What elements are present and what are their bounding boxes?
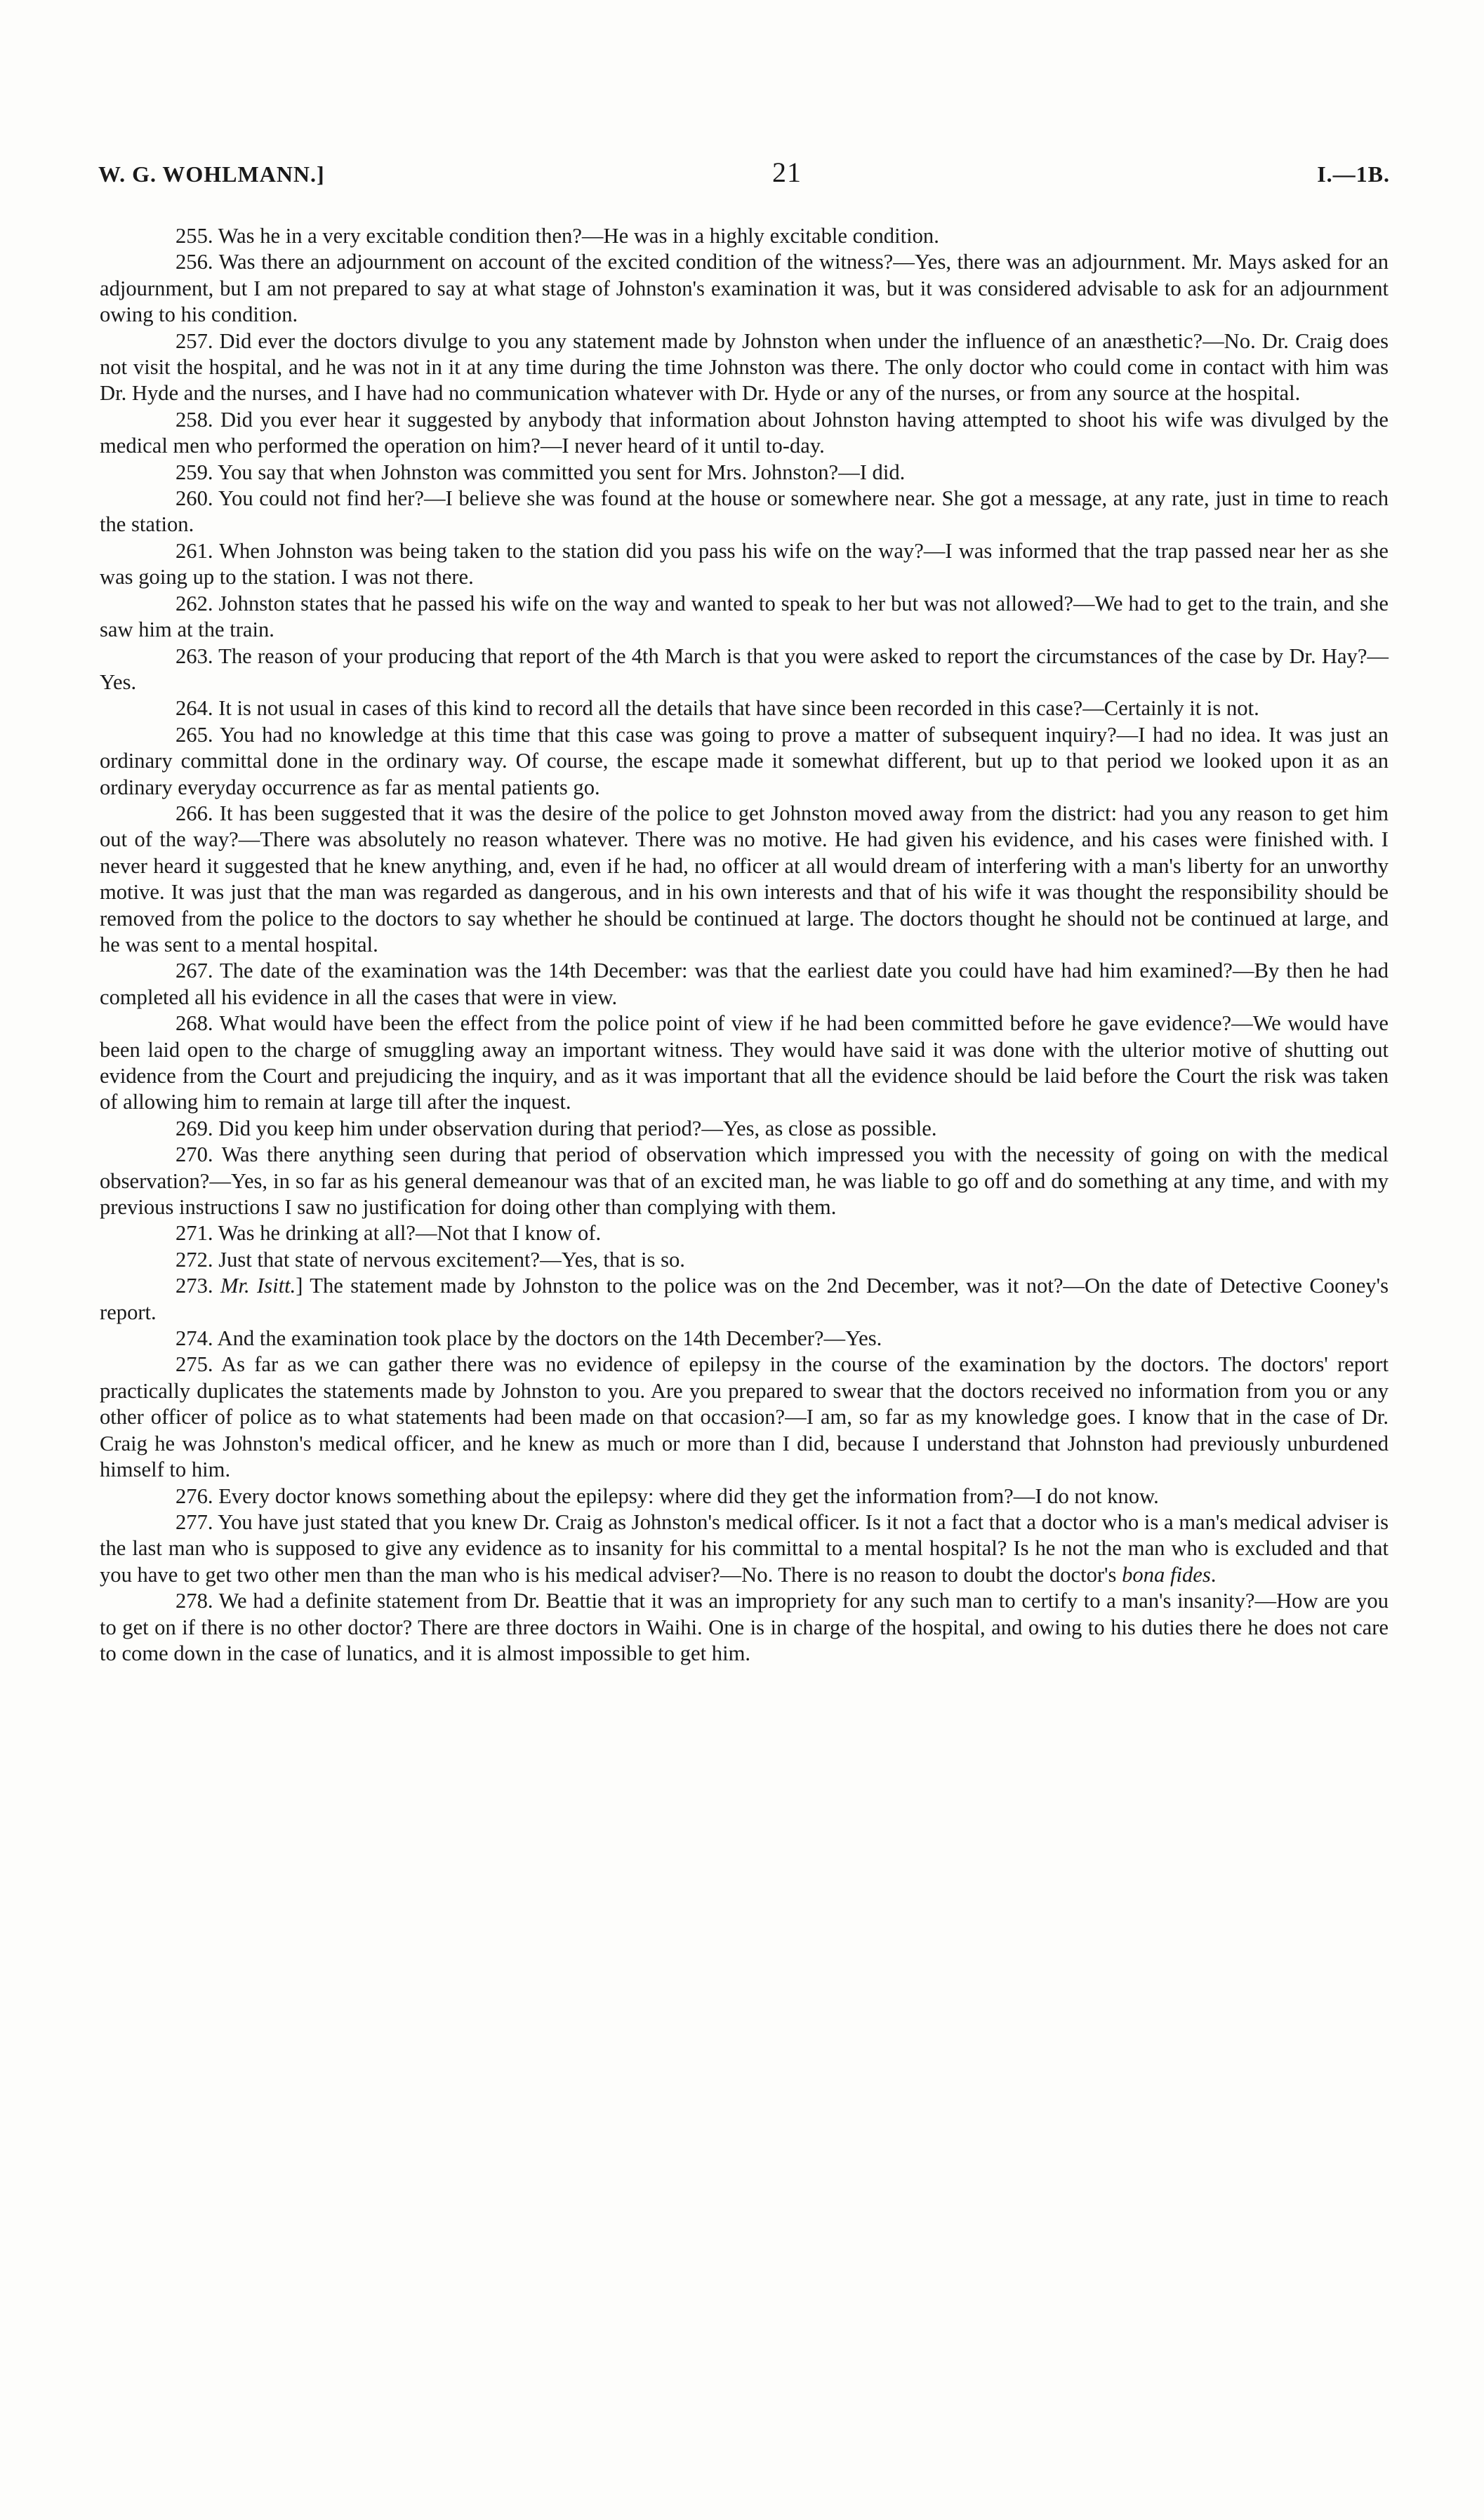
paragraph-258: 258. Did you ever hear it suggested by anybody that information about Johnston having attempted to shoot his wife was divulged by the medical men who performed the operation on him?—I never heard of it until to-day. <box>100 407 1389 458</box>
paragraph-265: 265. You had no knowledge at this time that this case was going to prove a matter of subsequent inquiry?—I had no idea. It was just an ordinary committal done in the ordinary way. Of course, the escape made it somewhat different, but up to that period we looked upon it as an ordinary everyday occurrence as far as mental patients go. <box>100 722 1389 799</box>
paragraph-261: 261. When Johnston was being taken to the station did you pass his wife on the way?—I was informed that the trap passed near her as she was going up to the station. I was not there. <box>100 538 1389 589</box>
paragraph-259: 259. You say that when Johnston was committed you sent for Mrs. Johnston?—I did. <box>175 460 906 484</box>
paragraph-256: 256. Was there an adjournment on account of the excited condition of the witness?—Yes, there was an adjournment. Mr. Mays asked for an adjournment, but I am not prepared to say at what stage of Johnston's examination it was, but it was considered advisable to ask for an adjournment owing to his condition. <box>100 250 1389 327</box>
paragraph-272: 272. Just that state of nervous excitement?—Yes, that is so. <box>175 1247 685 1272</box>
paragraph-257: 257. Did ever the doctors divulge to you any statement made by Johnston when under the influence of an anæsthetic?—No. Dr. Craig does not visit the hospital, and he was not in it at any time during the time Johnston was there. The only doctor who could come in contact with him was Dr. Hyde and the nurses, and I have had no communication whatever with Dr. Hyde or any of the nurses, or from any source at the hospital. <box>100 328 1389 406</box>
header-paper-reference: I.—1B. <box>1317 161 1390 187</box>
paragraph-270: 270. Was there anything seen during that period of observation which impressed you with the necessity of going on with the medical observation?—Yes, in so far as his general demeanour was that of an excited man, he was liable to go off and do something at any time, and with my previous instructions I saw no justification for doing other than complying with them. <box>100 1142 1389 1220</box>
document-body <box>100 223 1389 1667</box>
paragraph-275: 275. As far as we can gather there was no evidence of epilepsy in the course of the examination by the doctors. The doctors' report practically duplicates the statements made by Johnston to you. Are you prepared to swear that the doctors received no information from you or any other officer of police as to what statements had been made on that occasion?—I am, so far as my knowledge goes. I know that in the case of Dr. Craig he was Johnston's medical officer, and he knew as much or more than I did, because I understand that Johnston had previously unburdened himself to him. <box>100 1352 1389 1482</box>
page-number: 21 <box>772 156 802 188</box>
paragraph-277-italic: bona fides <box>1122 1562 1211 1587</box>
paragraph-273-number: 273. <box>175 1274 213 1298</box>
paragraph-273-speaker: Mr. Isitt. <box>220 1274 296 1298</box>
paragraph-277-text: 277. You have just stated that you knew Dr. Craig as Johnston's medical officer. Is it not a fact that a doctor who is a man's medical adviser is the last man who is supposed to give any evidence as to insanity for his committal to a mental hospital? Is he not the man who is excluded and that you have to get two other men than the man who is his medical adviser?—No. There is no reason to doubt the doctor's <box>100 1509 1389 1587</box>
paragraph-273 <box>100 1273 1389 1326</box>
paragraph-277-end: . <box>1210 1562 1217 1587</box>
header-witness-name: W. G. WOHLMANN.] <box>98 161 325 187</box>
paragraph-271: 271. Was he drinking at all?—Not that I know of. <box>175 1221 602 1246</box>
paragraph-278: 278. We had a definite statement from Dr. Beattie that it was an impropriety for any such man to certify to a man's insanity?—How are you to get on if there is no other doctor? There are three doctors in Waihi. One is in charge of the hospital, and owing to his duties there he does not care to come down in the case of lunatics, and it is almost impossible to get him. <box>100 1589 1389 1665</box>
paragraph-264: 264. It is not usual in cases of this kind to record all the details that have since been recorded in this case?—Certainly it is not. <box>175 696 1259 721</box>
paragraph-263: 263. The reason of your producing that report of the 4th March is that you were asked to report the circumstances of the case by Dr. Hay?—Yes. <box>100 644 1389 694</box>
paragraph-276: 276. Every doctor knows something about the epilepsy: where did they get the information from?—I do not know. <box>175 1484 1159 1508</box>
paragraph-260: 260. You could not find her?—I believe she was found at the house or somewhere near. She got a message, at any rate, just in time to reach the station. <box>100 486 1389 537</box>
paragraph-268: 268. What would have been the effect from the police point of view if he had been committed before he gave evidence?—We would have been laid open to the charge of smuggling away an important witness. They would have said it was done with the ulterior motive of shutting out evidence from the Court and prejudicing the inquiry, and as it was important that all the evidence should be laid before the Court the risk was taken of allowing him to remain at large till after the inquest. <box>100 1011 1389 1114</box>
paragraph-274: 274. And the examination took place by the doctors on the 14th December?—Yes. <box>175 1326 882 1351</box>
paragraph-262: 262. Johnston states that he passed his wife on the way and wanted to speak to her but was not allowed?—We had to get to the train, and she saw him at the train. <box>100 591 1389 642</box>
paragraph-269: 269. Did you keep him under observation during that period?—Yes, as close as possible. <box>175 1116 937 1140</box>
paragraph-255: 255. Was he in a very excitable condition then?—He was in a highly excitable condition. <box>175 224 939 248</box>
paragraph-267: 267. The date of the examination was the 14th December: was that the earliest date you could have had him examined?—By then he had completed all his evidence in all the cases that were in view. <box>100 959 1389 1009</box>
paragraph-273-text: ] The statement made by Johnston to the police was on the 2nd December, was it not?—On the date of Detective Cooney's report. <box>100 1274 1389 1324</box>
paragraph-277 <box>100 1509 1389 1588</box>
paragraph-266: 266. It has been suggested that it was the desire of the police to get Johnston moved away from the district: had you any reason to get him out of the way?—There was absolutely no reason whatever. There was no motive. He had given his evidence, and his cases were finished with. I never heard it suggested that he knew anything, and, even if he had, no officer at all would dream of interfering with a man's liberty for an unworthy motive. It was just that the man was regarded as dangerous, and in his own interests and that of his wife it was thought the responsibility should be removed from the police to the doctors to say whether he should be continued at large. The doctors thought he should not be continued at large, and he was sent to a mental hospital. <box>100 801 1389 956</box>
page-header <box>98 156 1390 198</box>
